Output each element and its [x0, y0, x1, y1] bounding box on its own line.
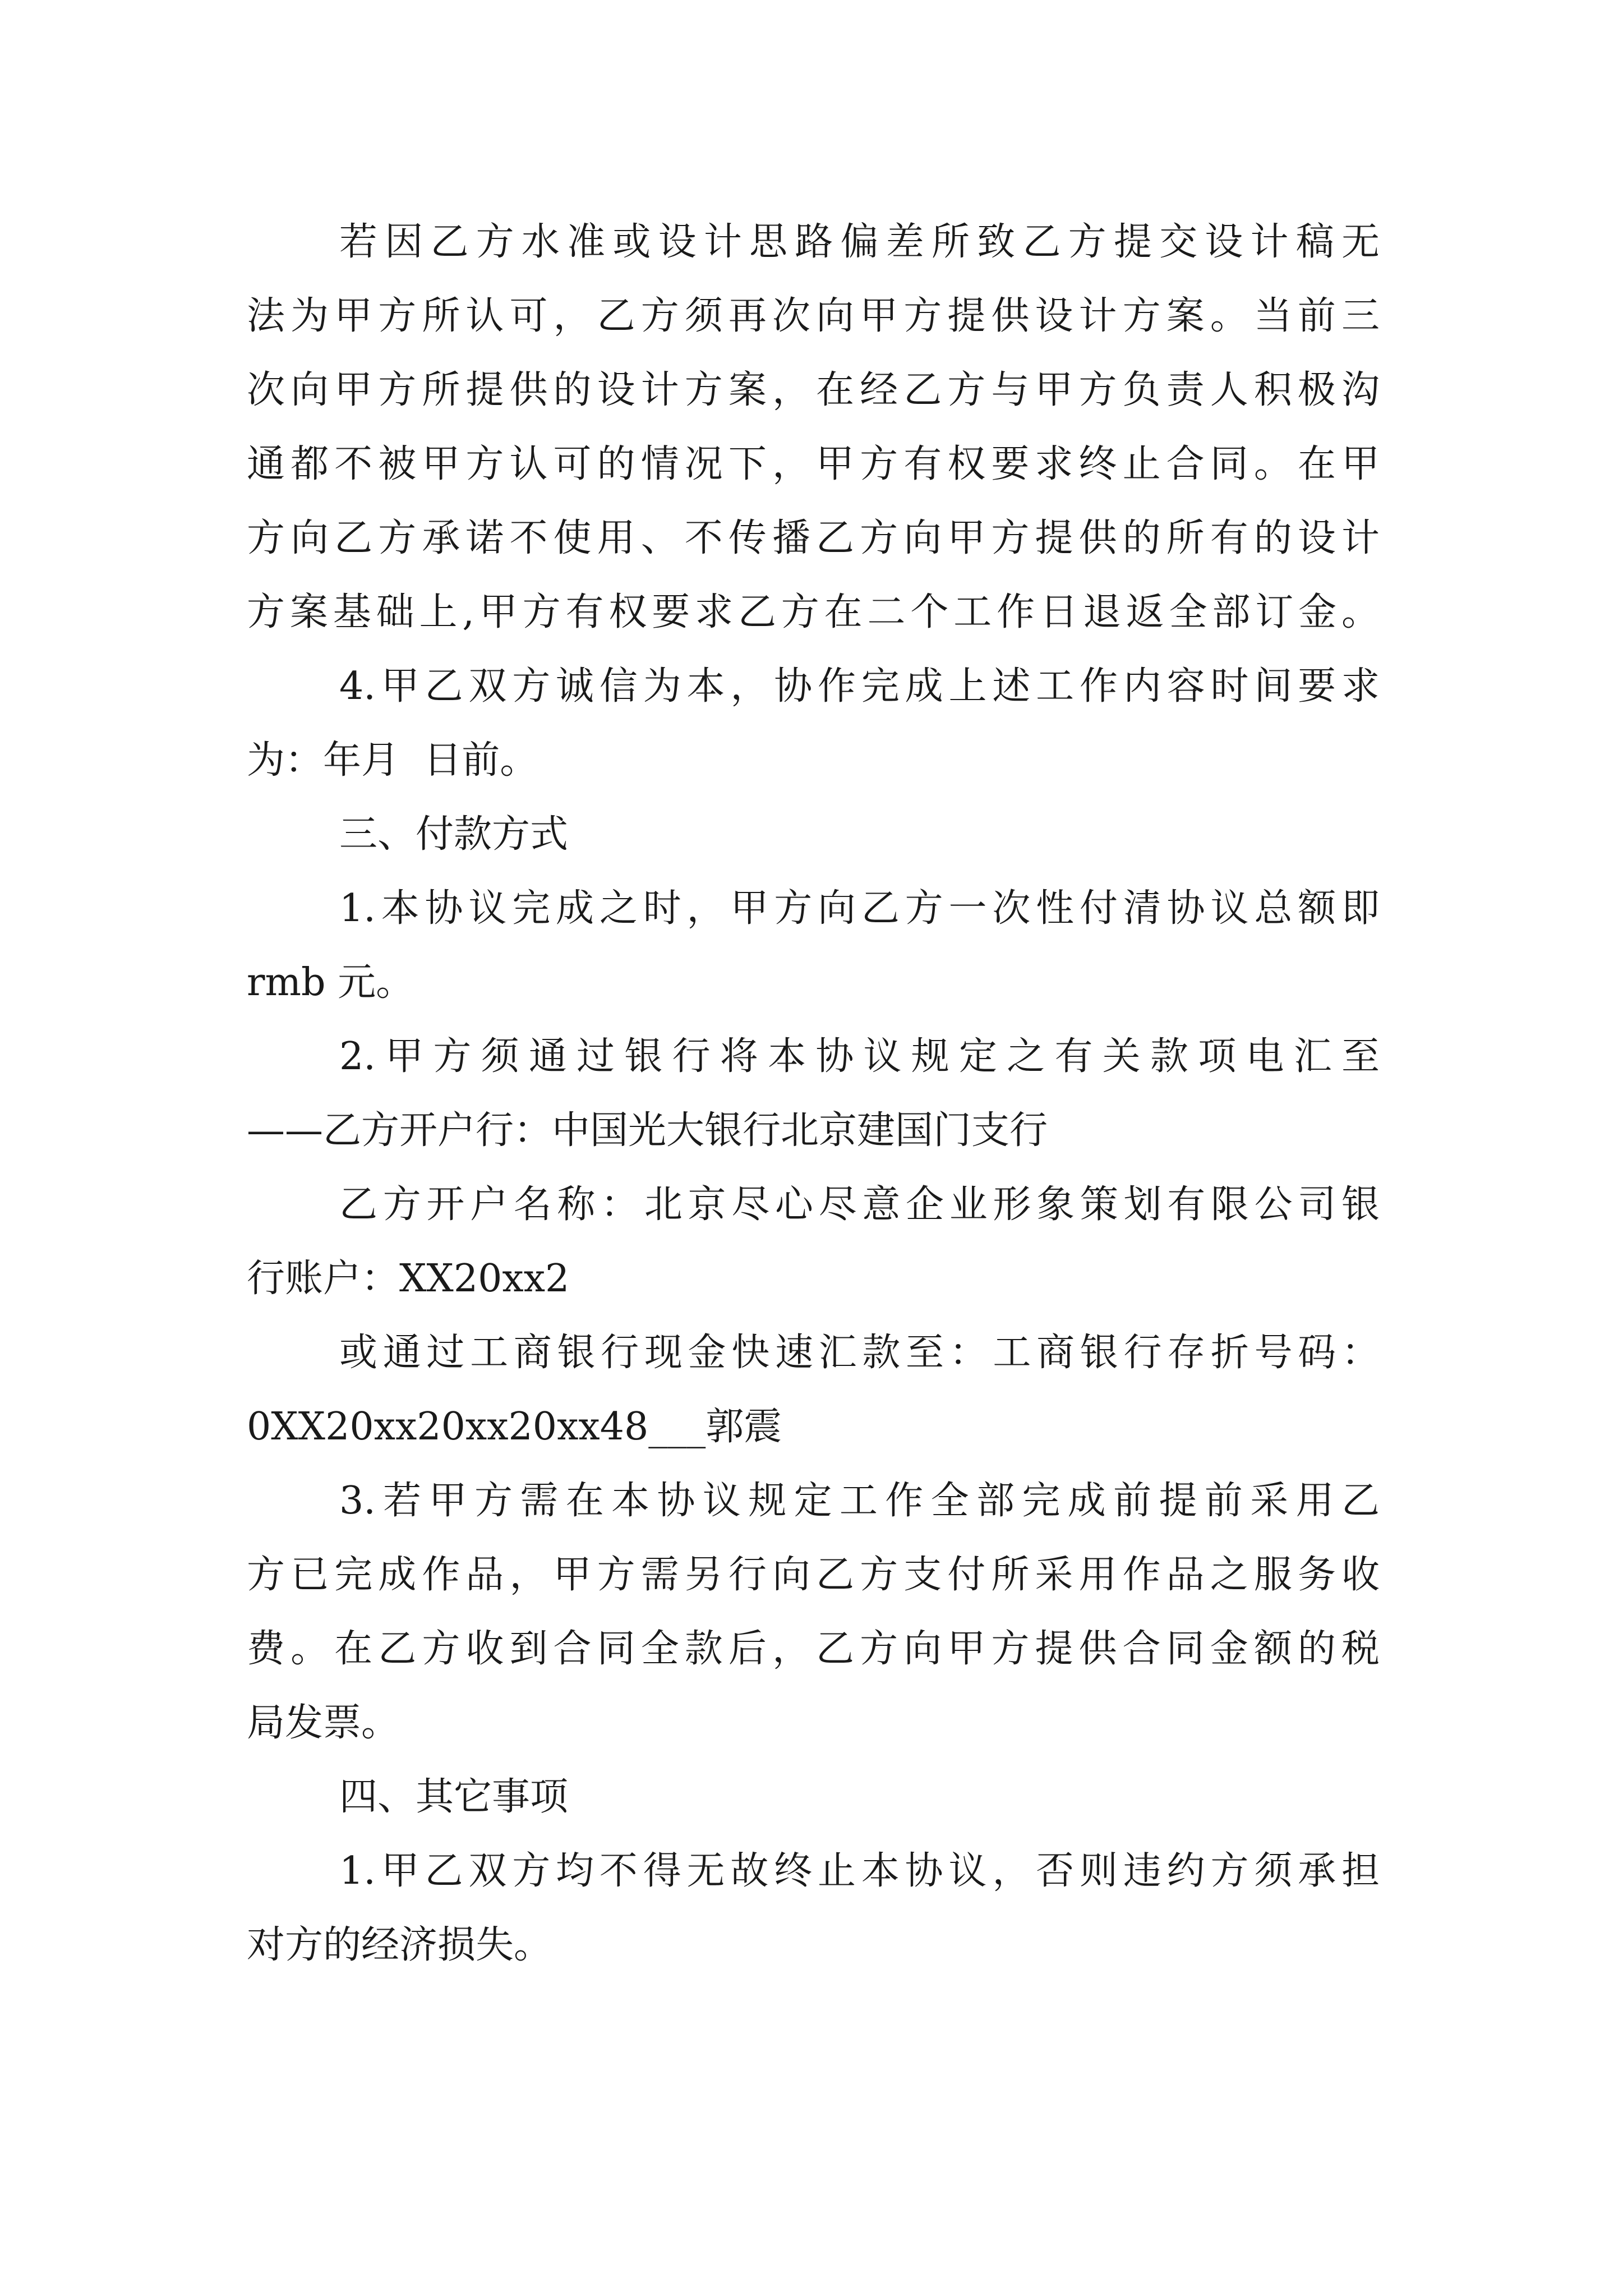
- paragraph-line: 3.若甲方需在本协议规定工作全部完成前提前采用乙: [339, 1479, 1380, 1523]
- paragraph-line: 方已完成作品，甲方需另行向乙方支付所采用作品之服务收: [247, 1553, 1380, 1597]
- paragraph-line: 局发票。: [247, 1701, 400, 1745]
- paragraph-line: 0XX20xx20xx20xx48___郭震: [247, 1405, 782, 1449]
- paragraph-line: 法为甲方所认可，乙方须再次向甲方提供设计方案。当前三: [247, 294, 1380, 338]
- paragraph-line: 乙方开户名称：北京尽心尽意企业形象策划有限公司银: [339, 1182, 1380, 1227]
- paragraph-line: 费。在乙方收到合同全款后，乙方向甲方提供合同金额的税: [247, 1627, 1380, 1671]
- paragraph-line: 方案基础上,甲方有权要求乙方在二个工作日退返全部订金。: [247, 590, 1380, 634]
- paragraph-line: 1.本协议完成之时，甲方向乙方一次性付清协议总额即: [339, 886, 1380, 931]
- paragraph-line: rmb 元。: [247, 960, 414, 1005]
- paragraph-line: 1.甲乙双方均不得无故终止本协议，否则违约方须承担: [339, 1849, 1380, 1893]
- paragraph-line: 若因乙方水准或设计思路偏差所致乙方提交设计稿无: [339, 220, 1380, 264]
- paragraph-line: 4.甲乙双方诚信为本，协作完成上述工作内容时间要求: [339, 664, 1380, 708]
- paragraph-line: 对方的经济损失。: [247, 1923, 552, 1967]
- paragraph-line: 行账户：XX20xx2: [247, 1257, 570, 1301]
- paragraph-line: 方向乙方承诺不使用、不传播乙方向甲方提供的所有的设计: [247, 516, 1380, 560]
- paragraph-line: 2.甲方须通过银行将本协议规定之有关款项电汇至: [339, 1034, 1380, 1079]
- section-heading: 三、付款方式: [339, 812, 569, 857]
- section-heading: 四、其它事项: [339, 1775, 569, 1819]
- paragraph-line: 为：年月 日前。: [247, 738, 538, 783]
- paragraph-line: 通都不被甲方认可的情况下，甲方有权要求终止合同。在甲: [247, 442, 1380, 486]
- paragraph-line: 或通过工商银行现金快速汇款至：工商银行存折号码：: [339, 1331, 1380, 1375]
- paragraph-line: 次向甲方所提供的设计方案，在经乙方与甲方负责人积极沟: [247, 368, 1380, 412]
- paragraph-line: ——乙方开户行：中国光大银行北京建国门支行: [247, 1108, 1048, 1153]
